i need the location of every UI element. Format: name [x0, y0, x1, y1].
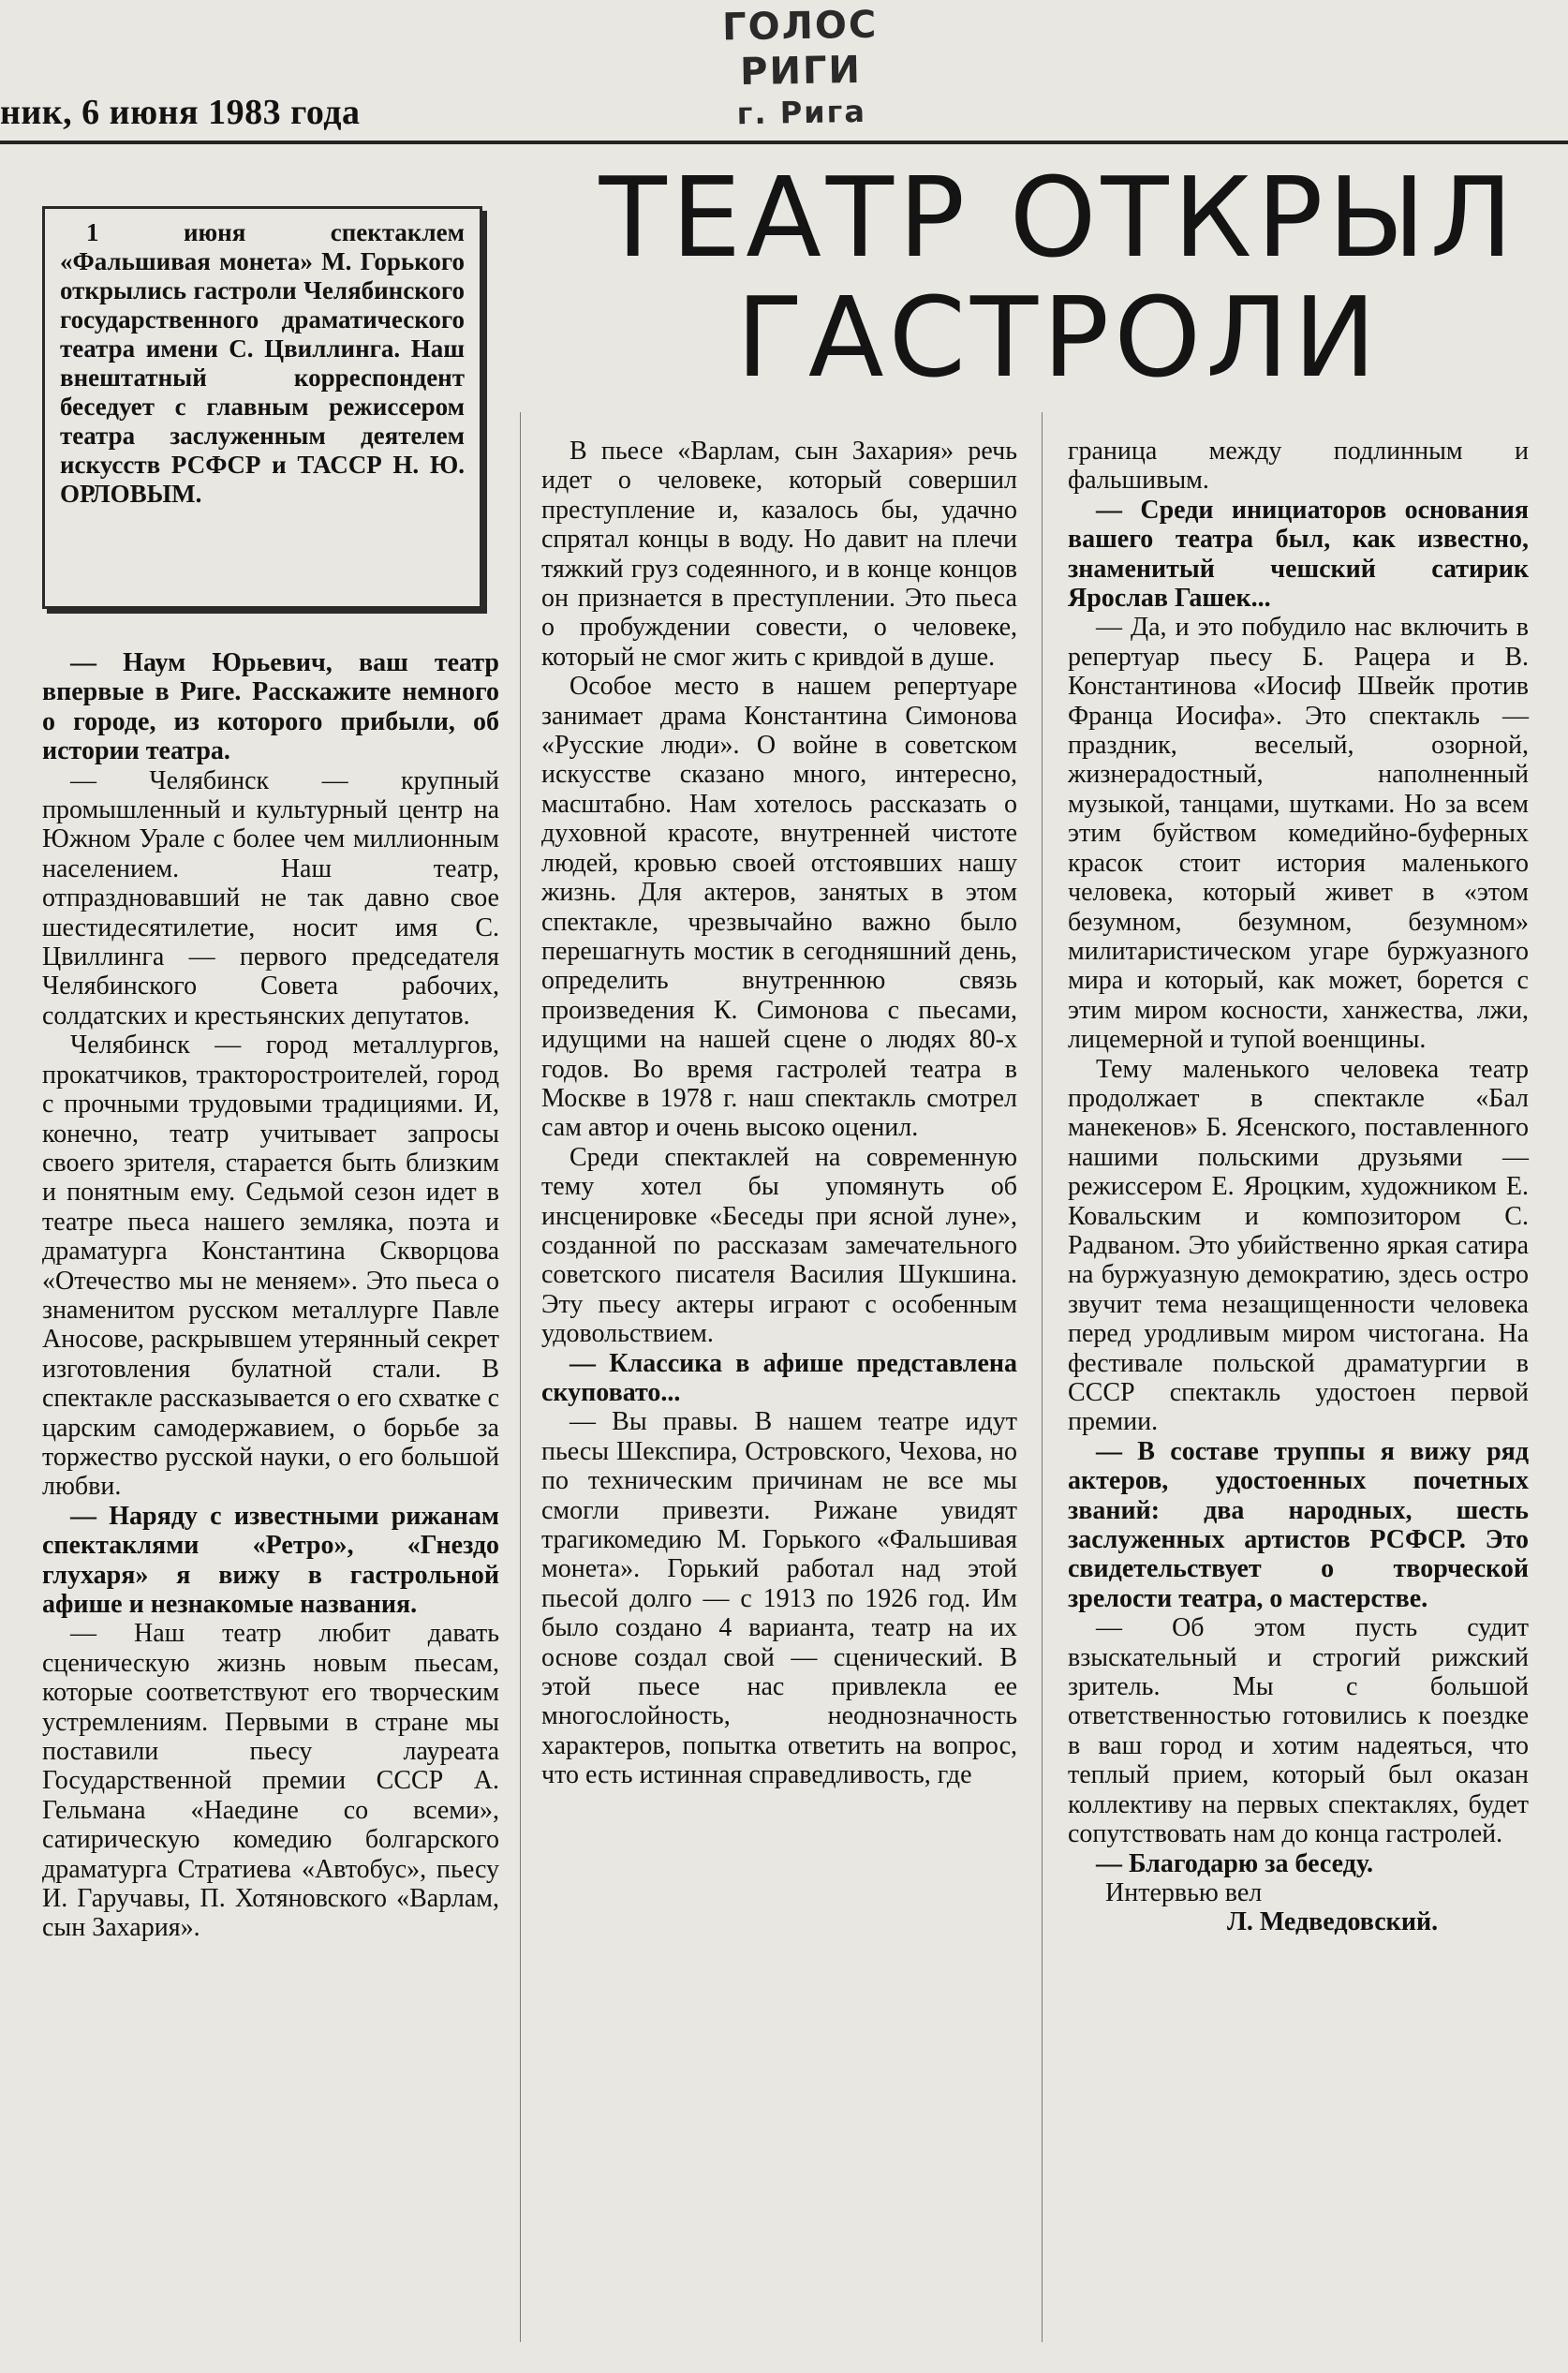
- article-paragraph: Особое место в нашем репертуаре занимает драма Константина Симонова «Русские люди». О войне в советском искусстве сказано много, интересно, масштабно. Нам хотелось рассказать о духовной красоте, внутренней чистоте людей, кровью своей отстоявших нашу жизнь. Для актеров, занятых в этом спектакле, чрезвычайно важно было перешагнуть мостик в сегодняшний день, определить внутреннюю связь произведения К. Симонова с пьесами, идущими на нашей сцене о людях 80-х годов. Во время гастролей театра в Москве в 1978 г. наш спектакль смотрел сам автор и очень высоко оценил.: [541, 672, 1017, 1143]
- signature-author: Л. Медведовский.: [1227, 1907, 1439, 1937]
- interview-question: — Наум Юрьевич, ваш театр впервые в Риге. Расскажите немного о городе, из которого прибыли, об истории театра.: [42, 648, 499, 766]
- article-column-3: [1068, 437, 1529, 1937]
- article-column-1: [42, 648, 499, 1943]
- stamp-line-1: ГОЛОС РИГИ: [721, 3, 879, 95]
- interview-question: — Благодарю за беседу.: [1096, 1848, 1374, 1878]
- article-paragraph: Челябинск — город металлургов, прокатчиков, тракторостроителей, город с прочными трудовыми традициями. И, конечно, театр учитывает запросы своего зрителя, старается быть близким и понятным ему. Седьмой сезон идет в театре пьеса нашего земляка, поэта и драматурга Константина Скворцова «Отечество мы не меняем». Это пьеса о знаменитом русском металлурге Павле Аносове, раскрывшем утерянный секрет изготовления булатной стали. В спектакле рассказывается о его схватке с царским самодержавием, о борьбе за торжество русской науки, о его большой любви.: [42, 1031, 499, 1502]
- article-paragraph: — Об этом пусть судит взыскательный и строгий рижский зритель. Мы с большой ответственностью готовились к поездке в ваш город и хотим надеяться, что теплый прием, который был оказан коллективу на первых спектаклях, будет сопутствовать нам до конца гастролей.: [1068, 1613, 1529, 1849]
- interview-question: — В составе труппы я вижу ряд актеров, удостоенных почетных званий: два народных, шесть заслуженных артистов РСФСР. Это свидетельствует о творческой зрелости театра, о мастерстве.: [1068, 1436, 1529, 1613]
- column-divider: [1042, 412, 1043, 2342]
- interview-question: — Наряду с известными рижанам спектаклями «Ретро», «Гнездо глухаря» я вижу в гастрольной афише и незнакомые названия.: [42, 1501, 499, 1619]
- headline-line-1: ТЕАТР ОТКРЫЛ: [599, 153, 1518, 282]
- interview-question: — Классика в афише представлена скуповато...: [541, 1348, 1017, 1407]
- lead-box: [42, 206, 482, 609]
- headline-line-2: ГАСТРОЛИ: [735, 273, 1382, 402]
- article-paragraph: — Челябинск — крупный промышленный и культурный центр на Южном Урале с более чем миллионным населением. Наш театр, отпраздновавший не так давно свое шестидесятилетие, носит имя С. Цвиллинга — первого председателя Челябинского Совета рабочих, солдатских и крестьянских депутатов.: [42, 765, 499, 1031]
- dateline: ник, 6 июня 1983 года: [0, 93, 361, 132]
- signature-interviewer: Интервью вел: [1105, 1877, 1263, 1907]
- header-rule: [0, 141, 1568, 144]
- column-divider: [520, 412, 521, 2342]
- interview-question: — Среди инициаторов основания вашего театра был, как известно, знаменитый чешский сатирик Ярослав Гашек...: [1068, 495, 1529, 614]
- signature-block: [1068, 1878, 1529, 1937]
- article-paragraph: Тему маленького человека театр продолжает в спектакле «Бал манекенов» Б. Ясенского, поставленного нашими польскими друзьями — режиссером Е. Яроцким, художником Е. Ковальским и композитором С. Радваном. Это убийственно яркая сатира на буржуазную демократию, здесь остро звучит тема незащищенности человека перед уродливым миром чистогана. На фестивале польской драматургии в СССР спектакль удостоен первой премии.: [1068, 1054, 1529, 1437]
- article-paragraph: граница между подлинным и фальшивым.: [1068, 437, 1529, 496]
- article-paragraph: Среди спектаклей на современную тему хотел бы упомянуть об инсценировке «Беседы при ясной луне», созданной по рассказам замечательного советского писателя Василия Шукшина. Эту пьесу актеры играют с особенным удовольствием.: [541, 1142, 1017, 1349]
- stamp-line-2: г. Рига: [736, 93, 867, 132]
- article-paragraph: — Наш театр любит давать сценическую жизнь новым пьесам, которые соответствуют его творческим устремлениям. Первыми в стране мы поставили пьесу лауреата Государственной премии СССР А. Гельмана «Наедине со всеми», сатирическую комедию болгарского драматурга Стратиева «Автобус», пьесу И. Гаручавы, П. Хотяновского «Варлам, сын Захария».: [42, 1619, 499, 1943]
- article-paragraph: В пьесе «Варлам, сын Захария» речь идет о человеке, который совершил преступление и, казалось бы, удачно спрятал концы в воду. Но давит на плечи тяжкий груз содеянного, и в конце концов он признается в преступлении. Это пьеса о пробуждении совести, о человеке, который не смог жить с кривдой в душе.: [541, 437, 1017, 672]
- article-column-2: [541, 437, 1017, 1790]
- library-stamp: [659, 1, 942, 133]
- headline: [562, 153, 1555, 402]
- article-paragraph: — Да, и это побудило нас включить в репертуар пьесу Б. Рацера и В. Константинова «Иосиф Швейк против Франца Иосифа». Это спектакль — праздник, веселый, озорной, жизнерадостный, наполненный музыкой, танцами, шутками. Но за всем этим буйством комедийно-буферных красок стоит история маленького человека, который живет в «этом безумном, безумном, безумном» милитаристическом угаре буржуазного мира и который, как может, борется с этим миром косности, ханжества, лжи, лицемерной и тупой военщины.: [1068, 613, 1529, 1055]
- lead-text: 1 июня спектаклем «Фальшивая монета» М. Горького открылись гастроли Челябинского государственного драматического театра имени С. Цвиллинга. Наш внештатный корреспондент беседует с главным режиссером театра заслуженным деятелем искусств РСФСР и ТАССР Н. Ю. ОРЛОВЫМ.: [60, 218, 465, 508]
- article-paragraph: — Вы правы. В нашем театре идут пьесы Шекспира, Островского, Чехова, но по техническим причинам не все мы смогли привезти. Рижане увидят трагикомедию М. Горького «Фальшивая монета». Горький работал над этой пьесой долго — с 1913 по 1926 год. Им было создано 4 варианта, театр на их основе создал свой — сценический. В этой пьесе нас привлекла ее многослойность, неоднозначность характеров, попытка ответить на вопрос, что есть истинная справедливость, где: [541, 1407, 1017, 1790]
